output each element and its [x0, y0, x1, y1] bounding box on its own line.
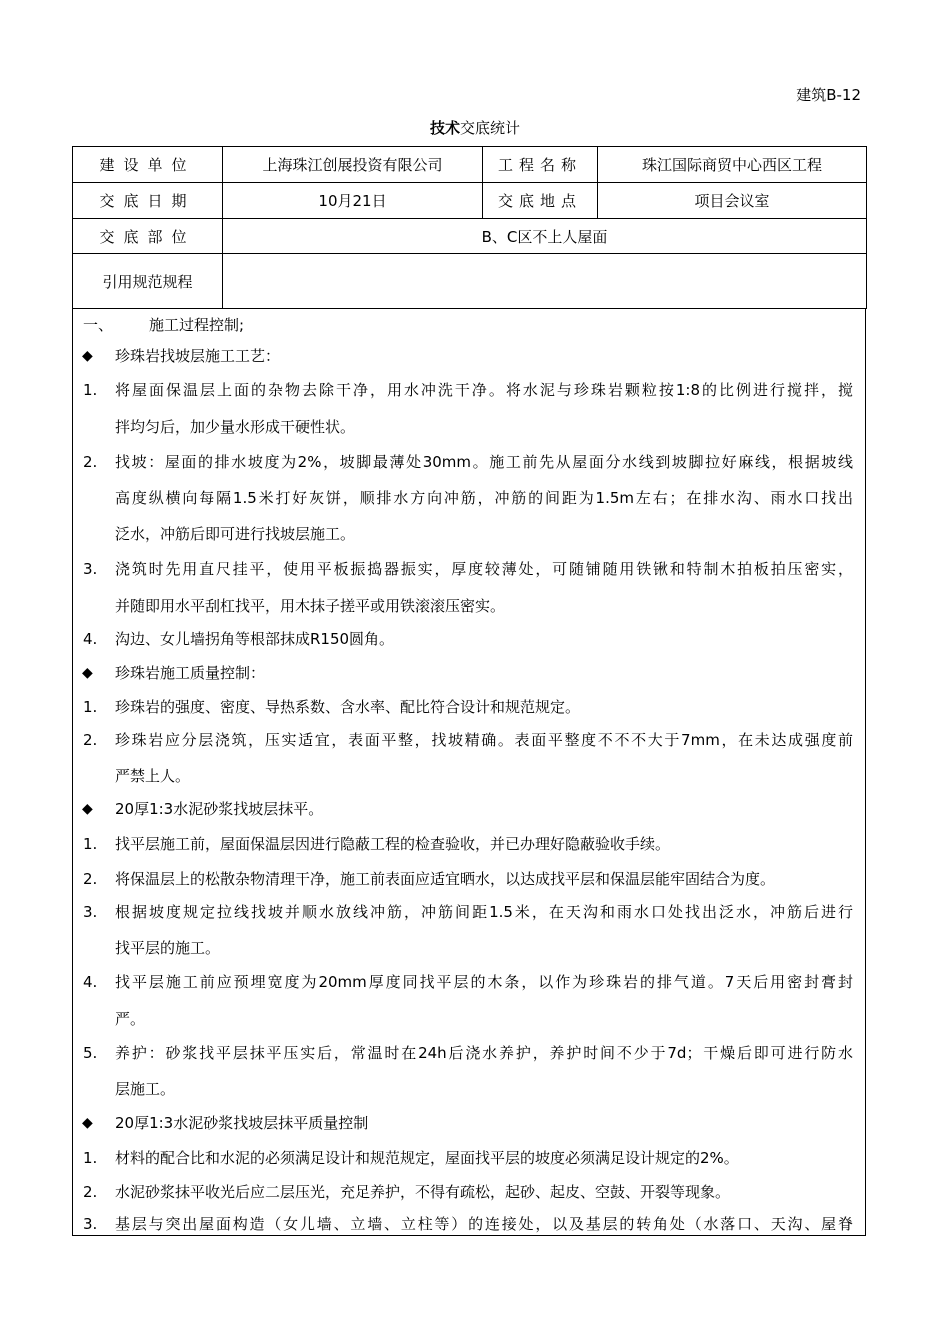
item-number: 4.	[83, 973, 98, 991]
item-text: 严禁上人。	[115, 767, 191, 785]
item-text: 沟边、女儿墙拐角等根部抹成R150圆角。	[115, 630, 395, 648]
item-text: 找平层施工前应预埋宽度为20mm厚度同找平层的木条，以作为珍珠岩的排气道。7天后用密封膏封	[115, 973, 853, 991]
title-rest: 交底统计	[460, 119, 521, 137]
item-text: 材料的配合比和水泥的必须满足设计和规范规定，屋面找平层的坡度必须满足设计规定的2%。	[115, 1149, 739, 1167]
spec-value	[223, 254, 867, 309]
item-text: 根据坡度规定拉线找坡并顺水放线冲筋，冲筋间距1.5米，在天沟和雨水口处找出泛水，冲筋后进行	[115, 903, 853, 921]
title-bold: 技术	[429, 119, 460, 137]
bullet-title: 珍珠岩找坡层施工工艺：	[115, 347, 281, 365]
item-text: 高度纵横向每隔1.5米打好灰饼，顺排水方向冲筋，冲筋的间距为1.5m左右；在排水沟、雨水口找出	[115, 489, 853, 507]
item-number: 1.	[83, 381, 98, 399]
item-number: 3.	[83, 1215, 98, 1233]
item-number: 2.	[83, 1183, 98, 1201]
item-text: 严。	[115, 1010, 146, 1028]
item-text: 将屋面保温层上面的杂物去除干净，用水冲洗干净。将水泥与珍珠岩颗粒按1:8的比例进行搅拌，搅	[115, 381, 853, 399]
document-code: 建筑B-12	[796, 86, 861, 104]
item-text: 并随即用水平刮杠找平，用木抹子搓平或用铁滚滚压密实。	[115, 597, 506, 615]
diamond-bullet-icon: ◆	[82, 348, 93, 364]
item-text: 养护：砂浆找平层抹平压实后，常温时在24h后浇水养护，养护时间不少于7d；干燥后即可进行防水	[115, 1044, 853, 1062]
bullet-title: 珍珠岩施工质量控制：	[115, 664, 266, 682]
item-number: 2.	[83, 453, 98, 471]
info-table	[72, 146, 867, 309]
item-text: 基层与突出屋面构造（女儿墙、立墙、立柱等）的连接处，以及基层的转角处（水落口、天沟、屋脊	[115, 1215, 853, 1233]
project-value: 珠江国际商贸中心西区工程	[598, 147, 867, 183]
builder-value: 上海珠江创展投资有限公司	[223, 147, 483, 183]
item-text: 找坡：屋面的排水坡度为2%，坡脚最薄处30mm。施工前先从屋面分水线到坡脚拉好麻线，根据坡线	[115, 453, 853, 471]
item-number: 1.	[83, 1149, 98, 1167]
item-text: 找平层施工前，屋面保温层因进行隐蔽工程的检查验收，并已办理好隐蔽验收手续。	[115, 835, 671, 853]
item-text: 水泥砂浆抹平收光后应二层压光，充足养护，不得有疏松，起砂、起皮、空鼓、开裂等现象。	[115, 1183, 731, 1201]
page-title	[0, 117, 950, 138]
item-text: 泛水，冲筋后即可进行找坡层施工。	[115, 525, 356, 543]
date-label: 交底日期	[73, 183, 223, 219]
item-text: 珍珠岩应分层浇筑，压实适宜，表面平整，找坡精确。表面平整度不不不大于7mm，在未达成强度前	[115, 731, 853, 749]
diamond-bullet-icon: ◆	[82, 665, 93, 681]
section-number: 一、	[83, 316, 114, 334]
item-text: 将保温层上的松散杂物清理干净，施工前表面应适宜晒水，以达成找平层和保温层能牢固结合为度。	[115, 870, 776, 888]
project-label: 工程名称	[483, 147, 598, 183]
item-number: 1.	[83, 698, 98, 716]
item-number: 2.	[83, 870, 98, 888]
date-value: 10月21日	[223, 183, 483, 219]
item-number: 1.	[83, 835, 98, 853]
item-number: 4.	[83, 630, 98, 648]
diamond-bullet-icon: ◆	[82, 801, 93, 817]
item-text: 找平层的施工。	[115, 939, 221, 957]
section-title: 施工过程控制;	[149, 316, 245, 334]
content-body	[72, 308, 866, 1236]
place-value: 项目会议室	[598, 183, 867, 219]
spec-label: 引用规范规程	[73, 254, 223, 309]
bullet-title: 20厚1:3水泥砂浆找坡层抹平。	[115, 800, 324, 818]
item-text: 层施工。	[115, 1080, 176, 1098]
item-number: 3.	[83, 560, 98, 578]
item-text: 拌均匀后，加少量水形成干硬性状。	[115, 418, 356, 436]
item-number: 3.	[83, 903, 98, 921]
item-text: 浇筑时先用直尺挂平，使用平板振捣器振实，厚度较薄处，可随铺随用铁锹和特制木拍板拍压密实，	[115, 560, 853, 578]
bullet-title: 20厚1:3水泥砂浆找坡层抹平质量控制	[115, 1114, 369, 1132]
item-number: 2.	[83, 731, 98, 749]
diamond-bullet-icon: ◆	[82, 1115, 93, 1131]
item-number: 5.	[83, 1044, 98, 1062]
item-text: 珍珠岩的强度、密度、导热系数、含水率、配比符合设计和规范规定。	[115, 698, 581, 716]
builder-label: 建设单位	[73, 147, 223, 183]
part-label: 交底部位	[73, 219, 223, 254]
part-value: B、C区不上人屋面	[223, 219, 867, 254]
place-label: 交底地点	[483, 183, 598, 219]
